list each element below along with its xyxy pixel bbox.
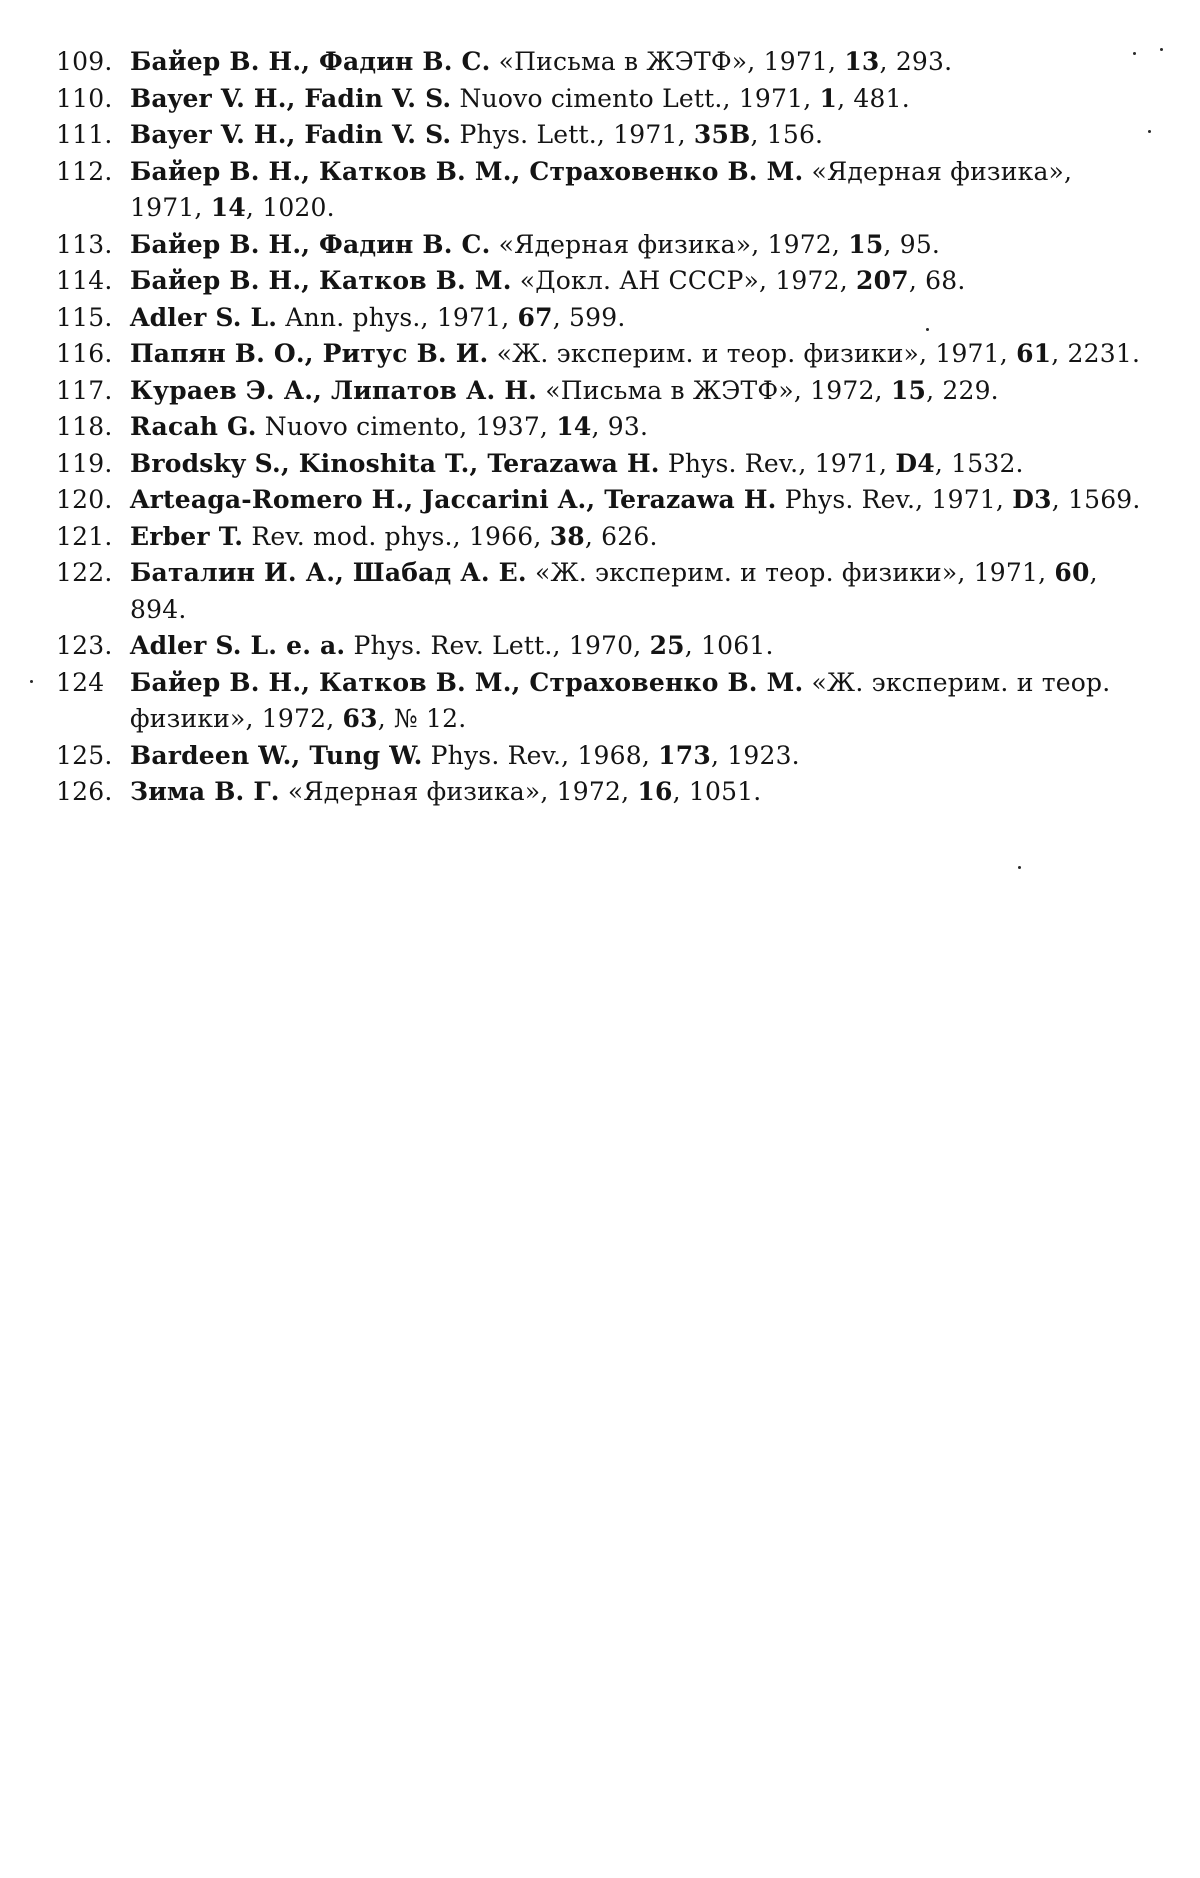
scan-speck <box>30 680 33 683</box>
reference-pages: , 2231. <box>1051 339 1141 368</box>
reference-source: «Ж. эксперим. и теор. физики», 1971, <box>526 558 1055 587</box>
reference-item <box>56 44 1146 81</box>
reference-list <box>56 44 1146 811</box>
reference-source: «Ж. эксперим. и теор. физики», 1972, <box>130 667 1111 733</box>
reference-authors: Папян В. О., Ритус В. И. <box>130 339 489 368</box>
reference-item <box>56 227 1146 264</box>
reference-number: 115. <box>56 302 113 332</box>
reference-item <box>56 482 1146 519</box>
reference-volume: 67 <box>517 302 553 332</box>
reference-volume: 207 <box>856 266 909 295</box>
reference-source: «Ядерная физика», 1972, <box>490 229 849 259</box>
reference-pages: , 229. <box>926 375 999 405</box>
reference-source: «Докл. АН СССР», 1972, <box>511 266 857 295</box>
reference-volume: 35B <box>693 120 751 149</box>
reference-item <box>56 774 1146 811</box>
reference-volume: 60 <box>1054 558 1090 587</box>
reference-source: Phys. Rev. Lett., 1970, <box>345 631 650 660</box>
reference-volume: 15 <box>848 229 884 259</box>
reference-authors: Bayer V. H., Fadin V. S. <box>130 83 452 113</box>
reference-pages: , 599. <box>552 302 626 332</box>
reference-source: Phys. Rev., 1971, <box>776 485 1013 514</box>
reference-pages: , 95. <box>883 229 941 259</box>
reference-volume: 25 <box>649 631 685 660</box>
reference-source: «Ж. эксперим. и теор. физики», 1971, <box>488 339 1017 368</box>
reference-number: 112. <box>56 156 113 186</box>
reference-volume: 61 <box>1016 339 1052 368</box>
reference-number: 121. <box>56 521 113 551</box>
reference-number: 109. <box>56 47 113 76</box>
reference-number: 119. <box>56 448 113 478</box>
reference-pages: , 1923. <box>710 740 800 770</box>
reference-authors: Байер В. Н., Катков В. М., Страховенко В. М. <box>130 667 804 697</box>
reference-volume: 13 <box>844 47 880 76</box>
reference-pages: , 626. <box>584 521 658 551</box>
reference-item <box>56 263 1146 300</box>
reference-authors: Байер В. Н., Катков В. М. <box>130 266 512 295</box>
reference-pages: , 1061. <box>684 631 774 660</box>
reference-number: 117. <box>56 375 113 405</box>
reference-number: 114. <box>56 266 113 295</box>
reference-volume: 14 <box>556 412 592 441</box>
reference-number: 120. <box>56 485 113 514</box>
reference-source: Phys. Rev., 1968, <box>422 740 659 770</box>
reference-item <box>56 336 1146 373</box>
reference-source: «Ядерная физика», 1971, <box>130 156 1073 222</box>
reference-source: Ann. phys., 1971, <box>277 302 518 332</box>
reference-number: 113. <box>56 229 113 259</box>
reference-item <box>56 446 1146 483</box>
reference-item <box>56 665 1146 738</box>
reference-volume: 1 <box>819 83 838 113</box>
reference-authors: Erber T. <box>130 521 244 551</box>
scan-speck <box>1133 52 1136 55</box>
reference-authors: Байер В. Н., Фадин В. С. <box>130 229 491 259</box>
reference-authors: Racah G. <box>130 412 257 441</box>
reference-authors: Adler S. L. e. a. <box>130 631 346 660</box>
scan-speck <box>1148 130 1151 133</box>
reference-volume: 14 <box>210 193 246 222</box>
reference-source: «Ядерная физика», 1972, <box>279 777 638 806</box>
reference-source: «Письма в ЖЭТФ», 1971, <box>490 47 845 76</box>
reference-source: Phys. Lett., 1971, <box>451 120 694 149</box>
reference-item <box>56 738 1146 775</box>
reference-pages: , 1020. <box>245 193 335 222</box>
reference-source: «Письма в ЖЭТФ», 1972, <box>537 375 891 405</box>
reference-item <box>56 409 1146 446</box>
reference-item <box>56 154 1146 227</box>
reference-pages: , 293. <box>879 47 953 76</box>
reference-volume: 38 <box>549 521 585 551</box>
reference-item <box>56 519 1146 556</box>
reference-number: 126. <box>56 777 113 806</box>
reference-volume: D4 <box>895 448 935 478</box>
reference-pages: , 1532. <box>934 448 1024 478</box>
reference-pages: , 894. <box>130 558 1098 624</box>
reference-authors: Bardeen W., Tung W. <box>130 740 423 770</box>
reference-number: 118. <box>56 412 113 441</box>
reference-pages: , № 12. <box>377 704 467 733</box>
scan-speck <box>1160 48 1163 51</box>
reference-authors: Байер В. Н., Катков В. М., Страховенко В. М. <box>130 156 804 186</box>
reference-number: 125. <box>56 740 113 770</box>
reference-pages: , 1569. <box>1051 485 1141 514</box>
reference-volume: 15 <box>890 375 927 405</box>
reference-item <box>56 300 1146 337</box>
reference-authors: Байер В. Н., Фадин В. С. <box>130 47 491 76</box>
reference-authors: Arteaga-Romero H., Jaccarini A., Terazawa H. <box>130 485 777 514</box>
reference-authors: Brodsky S., Kinoshita T., Terazawa H. <box>130 448 660 478</box>
reference-source: Nuovo cimento Lett., 1971, <box>451 83 820 113</box>
reference-number: 116. <box>56 339 113 368</box>
reference-number: 122. <box>56 558 113 587</box>
reference-authors: Bayer V. H., Fadin V. S. <box>130 120 452 149</box>
reference-authors: Adler S. L. <box>130 302 278 332</box>
reference-item <box>56 81 1146 118</box>
reference-item <box>56 117 1146 154</box>
reference-authors: Кураев Э. А., Липатов А. Н. <box>130 375 538 405</box>
reference-item <box>56 555 1146 628</box>
reference-pages: , 481. <box>837 83 910 113</box>
reference-authors: Баталин И. А., Шабад А. Е. <box>130 558 527 587</box>
reference-authors: Зима В. Г. <box>130 777 280 806</box>
reference-volume: 16 <box>637 777 673 806</box>
reference-item <box>56 628 1146 665</box>
reference-pages: , 1051. <box>672 777 762 806</box>
reference-pages: , 68. <box>908 266 966 295</box>
scan-speck <box>1018 866 1021 869</box>
reference-source: Rev. mod. phys., 1966, <box>243 521 550 551</box>
scan-speck <box>926 328 929 331</box>
reference-pages: , 156. <box>750 120 824 149</box>
reference-number: 110. <box>56 83 113 113</box>
reference-number: 124 <box>56 667 105 697</box>
reference-volume: D3 <box>1012 485 1052 514</box>
reference-number: 111. <box>56 120 113 149</box>
reference-item <box>56 373 1146 410</box>
reference-source: Phys. Rev., 1971, <box>659 448 896 478</box>
reference-pages: , 93. <box>591 412 649 441</box>
reference-volume: 63 <box>342 704 378 733</box>
reference-source: Nuovo cimento, 1937, <box>256 412 557 441</box>
reference-volume: 173 <box>658 740 711 770</box>
reference-number: 123. <box>56 631 113 660</box>
